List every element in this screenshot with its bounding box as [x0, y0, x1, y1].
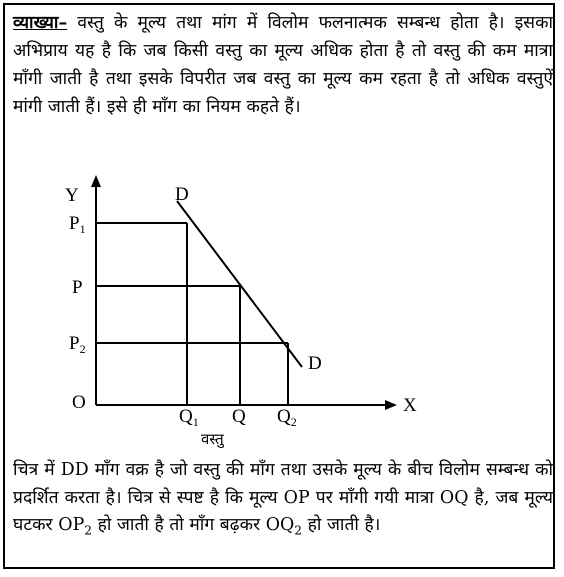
content-frame [3, 3, 555, 569]
price-label-p2: $P_2$ [69, 333, 86, 356]
quantity-label-q2: $Q_2$ [277, 406, 297, 429]
curve-label-top: D [175, 184, 189, 205]
demand-curve-diagram [55, 173, 435, 457]
price-label-p1: $P_1$ [69, 213, 86, 236]
x-axis-label: X [403, 395, 417, 416]
y-axis-arrowhead [91, 175, 101, 187]
interpretation-paragraph: चित्र में DD माँग वक्र है जो वस्तु की माँग तथा उसके मूल्य के बीच विलोम सम्बन्ध को प्रदर्शित करता है। चित्र से स्पष्ट है कि मूल्य OP पर माँगी गयी मात्रा OQ है, जब मूल्य घटकर $OP_2$ हो जाती है तो माँग बढ़कर $OQ_2$ हो जाती है। [13, 460, 554, 538]
y-axis-label: Y [65, 185, 79, 206]
explanation-text: वस्तु के मूल्य तथा मांग में विलोम फलनात्मक सम्बन्ध होता है। इसका अभिप्राय यह है कि जब किसी वस्तु का मूल्य अधिक होता है तो वस्तु की कम मात्रा माँगी जाती है तथा इसके विपरीत जब वस्तु का मूल्य कम रहता है तो अधिक वस्तुऐं मांगी जाती हैं। इसे ही माँग का नियम कहते हैं। [13, 13, 553, 117]
quantity-label-q1: $Q_1$ [179, 406, 199, 429]
x-axis-arrowhead [385, 400, 397, 410]
explanation-paragraph [13, 9, 553, 121]
price-label-p: P [72, 277, 83, 298]
curve-label-bottom: D [308, 353, 322, 374]
x-axis-caption: वस्तु [201, 430, 224, 448]
origin-label: O [72, 392, 86, 413]
explanation-term: व्याख्या– [13, 13, 68, 33]
quantity-label-q: Q [232, 406, 246, 427]
